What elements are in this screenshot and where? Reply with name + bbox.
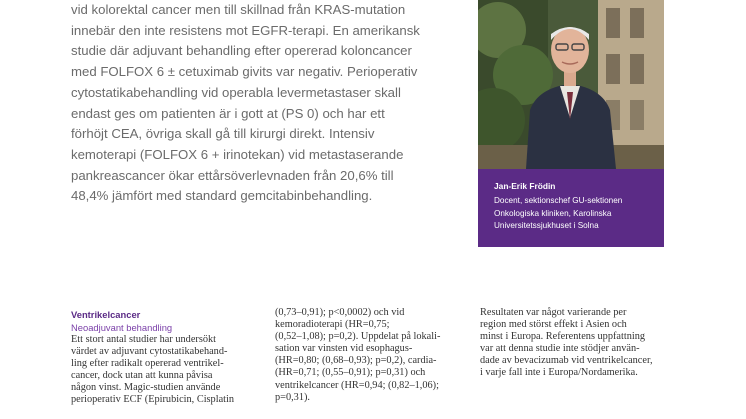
author-photo-image — [478, 0, 664, 169]
lead-line: innebär den inte resistens mot EGFR-terapi. En amerikansk — [71, 22, 420, 38]
body-column-1 — [71, 307, 266, 407]
lead-line: vid kolorektal cancer men till skillnad från KRAS-mutation — [71, 2, 406, 17]
body-line: (HR=0,80; (0,68–0,93); p=0,2), cardia- — [275, 355, 437, 367]
body-line: sation var vinsten vid esophagus- — [275, 343, 413, 355]
body-line: Resultaten var något varierande per — [480, 307, 627, 318]
body-line: värdet av adjuvant cytostatikabehand- — [71, 346, 228, 358]
body-line: (0,52–1,08); p=0,2). Uppdelat på lokali- — [275, 331, 441, 343]
lead-line: pankreascancer ökar ettårsöverlevnaden från 20,6% till — [71, 167, 394, 183]
body-line: perioperativ ECF (Epirubicin, Cisplatin — [71, 394, 235, 406]
lead-line: 48,4% jämfört med standard gemcitabinbehandling. — [71, 188, 373, 204]
body-line: minst i Europa. Referentens uppfattning — [480, 331, 645, 343]
author-card — [478, 0, 664, 247]
author-caption — [478, 169, 664, 247]
body-column-2 — [275, 307, 465, 404]
body-line: dade av bevacizumab vid ventrikelcancer, — [480, 355, 653, 367]
body-line: var att denna studie inte stödjer använ- — [480, 343, 640, 355]
lead-line: förhöjt CEA, övriga skall gå till kirurgi direkt. Intensiv — [71, 126, 375, 142]
body-line: ling efter radikalt opererad ventrikel- — [71, 358, 224, 370]
author-photo — [478, 0, 664, 169]
lead-line: kemoterapi (FOLFOX 6 + irinotekan) vid metastaserande — [71, 146, 404, 162]
lead-line: endast ges om patienten är i gott at (PS 0) och har ett — [71, 105, 385, 121]
body-line: någon vinst. Magic-studien använde — [71, 382, 221, 394]
section-heading: Ventrikelcancer — [71, 309, 141, 320]
lead-paragraph — [71, 0, 471, 207]
body-line: cancer, dock utan att kunna påvisa — [71, 370, 213, 382]
body-line: p=0,31). — [275, 391, 310, 403]
author-name: Jan-Erik Frödin — [494, 181, 556, 191]
body-line: (0,73–0,91); p<0,0002) och vid — [275, 307, 405, 318]
body-line: (HR=0,71; (0,55–0,91); p=0,31) och — [275, 367, 426, 379]
section-subheading: Neoadjuvant behandling — [71, 322, 173, 333]
body-line: Ett stort antal studier har undersökt — [71, 334, 216, 345]
author-title-line: Onkologiska kliniken, Karolinska — [494, 208, 612, 218]
body-line: i varje fall inte i Europa/Nordamerika. — [480, 367, 638, 379]
lead-line: med FOLFOX 6 ± cetuximab givits var negativ. Perioperativ — [71, 64, 418, 80]
body-line: ventrikelcancer (HR=0,94; (0,82–1,06); — [275, 379, 439, 391]
lead-line: cytostatikabehandling vid operabla levermetastaser skall — [71, 84, 401, 100]
author-title-line: Universitetssjukhuset i Solna — [494, 221, 599, 231]
lead-line: studie där adjuvant behandling efter opererad koloncancer — [71, 43, 412, 59]
author-title-line: Docent, sektionschef GU-sektionen — [494, 196, 623, 205]
body-column-3 — [480, 307, 670, 380]
body-line: region med störst effekt i Asien och — [480, 319, 627, 331]
body-line: kemoradioterapi (HR=0,75; — [275, 319, 390, 331]
